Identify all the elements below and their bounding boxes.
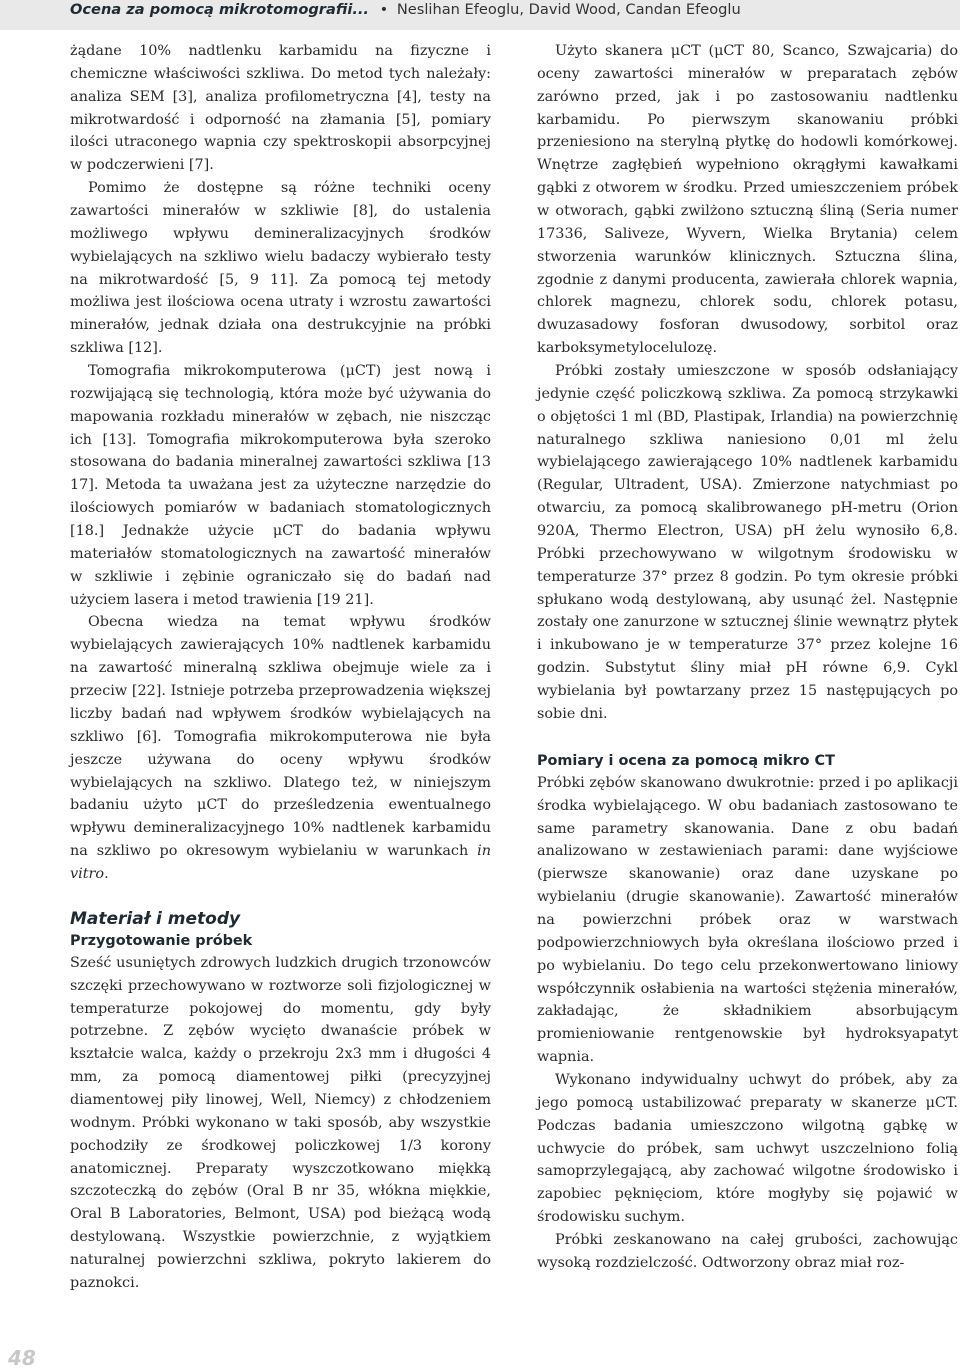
paragraph: Użyto skanera μCT (μCT 80, Scanco, Szwajcaria) do oceny zawartości minerałów w preparatach zębów zarówno przed, jak i po zastosowaniu nadtlenku karbamidu. Po pierwszym skanowaniu próbki przeniesiono na sterylną płytkę do hodowli komórkowej. Wnętrze zagłębień wypełniono okrągłymi kawałkami gąbki z otworem w środku. Przed umieszczeniem próbek w otworach, gąbki zwilżono sztuczną śliną (Seria numer 17336, Saliveze, Wyvern, Wielka Brytania) celem stworzenia warunków klinicznych. Sztuczna ślina, zgodnie z danymi producenta, zawierała chlorek wapnia, chlorek magnezu, chlorek sodu, chlorek potasu, dwuzasadowy fosforan dwusodowy, sorbitol oraz karboksymetylocelulozę.: [537, 43, 958, 357]
paragraph: Pomimo że dostępne są różne techniki oceny zawartości minerałów w szkliwie [8], do ustalenia możliwego wpływu demineralizacyjnych środków wybielających na szkliwo wielu badaczy wybierało testy na mikrotwardość [5, 9 11]. Za pomocą tej metody możliwa jest ilościowa ocena utraty i wzrostu zawartości minerałów, jednak działa ona destrukcyjnie na próbki szkliwa [12].: [70, 180, 491, 357]
italic-term: in vitro: [70, 843, 491, 882]
paragraph-end: .: [104, 865, 109, 882]
paragraph: Wykonano indywidualny uchwyt do próbek, aby za jego pomocą ustabilizować preparaty w skanerze μCT. Podczas badania umieszczono wilgotną gąbkę w uchwycie do próbek, sam uchwyt uszczelniono folią samoprzylegającą, aby zachować wilgotne środowisko i zapobiec pęknięciom, które mogłyby się pojawić w środowisku suchym.: [537, 1071, 958, 1226]
paragraph: Tomografia mikrokomputerowa (μCT) jest nową i rozwijającą się technologią, która może być używania do mapowania rozkładu minerałów w zębach, nie niszcząc ich [13]. Tomografia mikrokomputerowa była szeroko stosowana do badania mineralnej zawartości szkliwa [13 17]. Metoda ta uważana jest za użyteczne narzędzie do ilościowych pomiarów w badaniach stomatologicznych [18.] Jednakże użycie μCT do badania wpływu materiałów stomatologicznych na zawartość minerałów w szkliwie i zębinie ograniczało się do badań nad użyciem lasera i metod trawienia [19 21].: [70, 363, 491, 608]
subsection-heading: Pomiary i ocena za pomocą mikro CT: [537, 752, 835, 769]
right-column: [537, 40, 958, 1275]
header-bullet: •: [379, 1, 389, 18]
paragraph: Próbki zeskanowano na całej grubości, zachowując wysoką rozdzielczość. Odtworzony obraz miał roz-: [537, 1231, 958, 1271]
header-authors: Neslihan Efeoglu, David Wood, Candan Efeoglu: [396, 1, 741, 18]
subsection-heading: Przygotowanie próbek: [70, 932, 253, 949]
section-heading: Materiał i metody: [70, 908, 241, 929]
paragraph-text: Obecna wiedza na temat wpływu środków wybielających zawierających 10% nadtlenek karbamidu na zawartość mineralną szkliwa obejmuje wiele za i przeciw [22]. Istnieje potrzeba przeprowadzenia większej liczby badań nad wpływem środków wybielających na szkliwo [6]. Tomografia mikrokomputerowa nie była jeszcze używana do oceny wpływu środków wybielających na szkliwo. Dlatego też, w niniejszym badaniu użyto μCT do prześledzenia ewentualnego wpływu demineralizacyjnego 10% nadtlenek karbamidu na szkliwo po okresowym wybielaniu w warunkach: [70, 614, 491, 860]
paragraph: Sześć usuniętych zdrowych ludzkich drugich trzonowców szczęki przechowywano w roztworze soli fizjologicznej w temperaturze pokojowej do momentu, gdy były potrzebne. Z zębów wycięto dwanaście próbek w kształcie walca, każdy o przekroju 2x3 mm i długości 4 mm, za pomocą diamentowej piłki (precyzyjnej diamentowej piły linowej, Well, Niemcy) z chłodzeniem wodnym. Próbki wykonano w taki sposób, aby wszystkie pochodziły ze środkowej policzkowej 1/3 korony anatomicznej. Preparaty wyszczotkowano miękką szczoteczką do zębów (Oral B nr 35, włókna miękkie, Oral B Laboratories, Belmont, USA) pod bieżącą wodą destylowaną. Wszystkie powierzchnie, z wyjątkiem naturalnej powierzchni szkliwa, pokryto lakierem do paznokci.: [70, 954, 491, 1291]
paragraph: [70, 611, 491, 885]
paragraph: Próbki zębów skanowano dwukrotnie: przed i po aplikacji środka wybielającego. W obu badaniach zastosowano te same parametry skanowania. Dane z obu badań analizowano w zestawieniach parami: dane wyjściowe (pierwsze skanowanie) oraz dane uzyskane po wybielaniu (drugie skanowanie). Zawartość minerałów na powierzchni próbek oraz w warstwach podpowierzchniowych była określana ilościowo przed i po wybielaniu. Do tego celu przekonwertowano liniowy współczynnik osłabienia na wartości stężenia minerałów, zakładając, że składnikiem absorbującym promieniowanie rentgenowskie był hydroksyapatyt wapnia.: [537, 774, 958, 1066]
left-column: [70, 40, 491, 1295]
paragraph: Próbki zostały umieszczone w sposób odsłaniający jedynie część policzkową szkliwa. Za pomocą strzykawki o objętości 1 ml (BD, Plastipak, Irlandia) na powierzchnię naturalnego szkliwa naniesiono 0,01 ml żelu wybielającego zawierającego 10% nadtlenek karbamidu (Regular, Ultradent, USA). Zmierzone natychmiast po otwarciu, za pomocą skalibrowanego pH-metru (Orion 920A, Thermo Electron, USA) pH żelu wynosiło 6,8. Próbki przechowywano w wilgotnym środowisku w temperaturze 37° przez 8 godzin. Po tym okresie próbki spłukano wodą destylowaną, aby usunąć żel. Następnie zostały one zanurzone w sztucznej ślinie wewnątrz płytek i inkubowano je w temperaturze 37° przez kolejne 16 godzin. Substytut śliny miał pH równe 6,9. Cykl wybielania był powtarzany przez 15 następujących po sobie dni.: [537, 363, 958, 722]
running-header: [0, 0, 960, 30]
page-number: 48: [8, 1346, 36, 1370]
paragraph: żądane 10% nadtlenku karbamidu na fizyczne i chemiczne właściwości szkliwa. Do metod tych należały: analiza SEM [3], analiza profilometryczna [4], testy na mikrotwardość i odporność na złamania [5], pomiary ilości utraconego wapnia czy spektroskopii absorpcyjnej w podczerwieni [7].: [70, 43, 491, 174]
journal-title: Ocena za pomocą mikrotomografii...: [70, 1, 369, 18]
